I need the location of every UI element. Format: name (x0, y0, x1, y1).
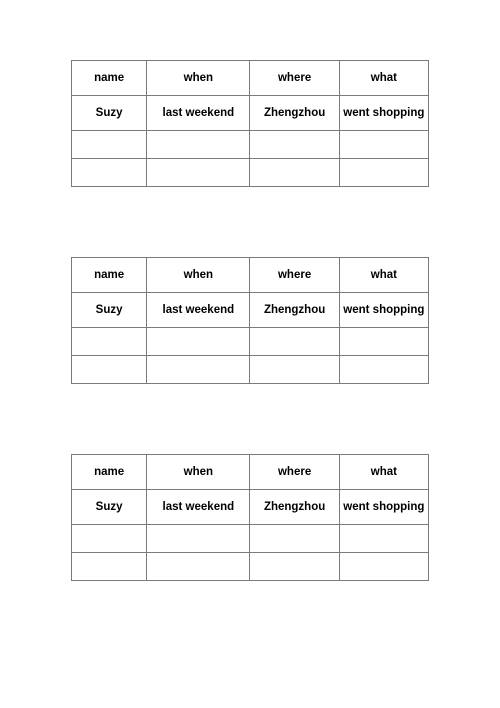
header-cell-where: where (250, 61, 339, 96)
blank-cell[interactable] (72, 159, 147, 187)
cell-name: Suzy (72, 293, 147, 328)
cell-where: Zhengzhou (250, 293, 339, 328)
cell-when: last weekend (147, 293, 250, 328)
header-cell-what: what (339, 455, 428, 490)
table-header-row (72, 61, 429, 96)
table-row-blank (72, 159, 429, 187)
header-cell-what: what (339, 258, 428, 293)
blank-cell[interactable] (339, 159, 428, 187)
blank-cell[interactable] (72, 131, 147, 159)
header-cell-when: when (147, 455, 250, 490)
blank-cell[interactable] (250, 159, 339, 187)
cell-what: went shopping (339, 293, 428, 328)
table-header-row (72, 455, 429, 490)
cell-when: last weekend (147, 490, 250, 525)
cell-where: Zhengzhou (250, 490, 339, 525)
blank-cell[interactable] (339, 131, 428, 159)
cell-where: Zhengzhou (250, 96, 339, 131)
blank-cell[interactable] (339, 525, 428, 553)
table-row (72, 293, 429, 328)
blank-cell[interactable] (250, 356, 339, 384)
worksheet-table-2 (71, 257, 429, 384)
blank-cell[interactable] (72, 553, 147, 581)
table-row (72, 96, 429, 131)
blank-cell[interactable] (339, 356, 428, 384)
cell-what: went shopping (339, 96, 428, 131)
header-cell-what: what (339, 61, 428, 96)
blank-cell[interactable] (250, 525, 339, 553)
blank-cell[interactable] (339, 553, 428, 581)
header-cell-where: where (250, 258, 339, 293)
blank-cell[interactable] (250, 328, 339, 356)
table-row-blank (72, 328, 429, 356)
worksheet-table-1 (71, 60, 429, 187)
header-cell-when: when (147, 61, 250, 96)
blank-cell[interactable] (147, 356, 250, 384)
blank-cell[interactable] (250, 553, 339, 581)
cell-name: Suzy (72, 490, 147, 525)
cell-name: Suzy (72, 96, 147, 131)
table-row-blank (72, 525, 429, 553)
header-cell-name: name (72, 61, 147, 96)
header-cell-name: name (72, 258, 147, 293)
table-row (72, 490, 429, 525)
blank-cell[interactable] (72, 328, 147, 356)
header-cell-when: when (147, 258, 250, 293)
cell-when: last weekend (147, 96, 250, 131)
table-row-blank (72, 553, 429, 581)
blank-cell[interactable] (147, 553, 250, 581)
table-row-blank (72, 356, 429, 384)
cell-what: went shopping (339, 490, 428, 525)
blank-cell[interactable] (147, 328, 250, 356)
worksheet-table-3 (71, 454, 429, 581)
table-header-row (72, 258, 429, 293)
table-row-blank (72, 131, 429, 159)
header-cell-where: where (250, 455, 339, 490)
blank-cell[interactable] (147, 525, 250, 553)
blank-cell[interactable] (147, 131, 250, 159)
blank-cell[interactable] (147, 159, 250, 187)
header-cell-name: name (72, 455, 147, 490)
blank-cell[interactable] (72, 356, 147, 384)
blank-cell[interactable] (250, 131, 339, 159)
blank-cell[interactable] (339, 328, 428, 356)
blank-cell[interactable] (72, 525, 147, 553)
